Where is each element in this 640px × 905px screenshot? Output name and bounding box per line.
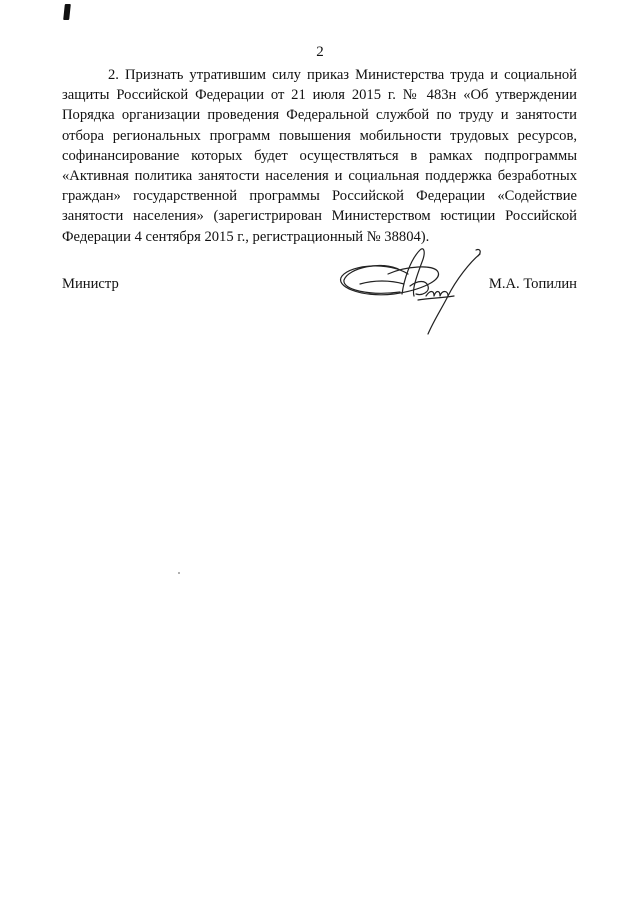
page-number: 2 — [316, 44, 324, 60]
scan-corner-mark — [63, 4, 71, 20]
paragraph-2: 2. Признать утратившим силу приказ Министерства труда и социальной защиты Российской Федерации от 21 июля 2015 г. № 483н «Об утверждении Порядка организации проведения Федеральной службой по труду и занятости отбора региональных программ повышения мобильности трудовых ресурсов, софинансирование которых будет осуществляться в рамках подпрограммы «Активная политика занятости населения и социальная поддержка безработных граждан» государственной программы Российской Федерации «Содействие занятости населения» (зарегистрирован Министерством юстиции Российской Федерации 4 сентября 2015 г., регистрационный № 38804). — [62, 67, 577, 245]
signer-name: М.А. Топилин — [488, 276, 577, 292]
signature-icon — [330, 240, 490, 340]
signer-title: Министр — [62, 276, 119, 292]
scan-speck — [178, 572, 180, 574]
signature-block — [62, 274, 577, 296]
